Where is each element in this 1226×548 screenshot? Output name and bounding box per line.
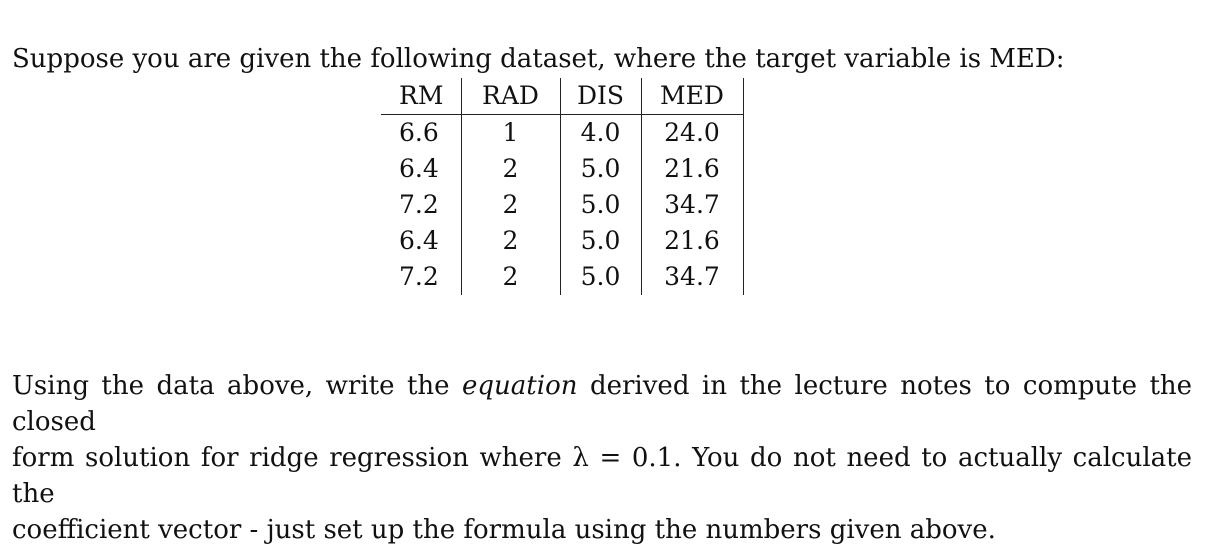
table-header [381,78,743,115]
header-rm: RM [381,78,461,115]
cell-med: 21.6 [641,151,743,187]
cell-med: 21.6 [641,223,743,259]
table-row [381,115,743,152]
dataset-table-container [381,78,744,295]
cell-med: 34.7 [641,259,743,295]
question-line-2: form solution for ridge regression where λ = 0.1. You do not need to actually calculate the [12,443,1192,509]
header-row [381,78,743,115]
cell-med: 24.0 [641,115,743,152]
table-row [381,223,743,259]
cell-rad: 1 [461,115,560,152]
cell-rad: 2 [461,187,560,223]
header-med: MED [641,78,743,115]
intro-text: Suppose you are given the following dataset, where the target variable is MED: [12,44,1065,74]
emphasized-word: equation [462,371,578,401]
cell-rm: 7.2 [381,187,461,223]
cell-rm: 6.6 [381,115,461,152]
cell-dis: 5.0 [560,259,641,295]
table-row [381,187,743,223]
cell-dis: 5.0 [560,187,641,223]
header-rad: RAD [461,78,560,115]
dataset-table [381,78,744,295]
cell-dis: 5.0 [560,151,641,187]
cell-rad: 2 [461,151,560,187]
cell-dis: 4.0 [560,115,641,152]
cell-rm: 6.4 [381,223,461,259]
cell-med: 34.7 [641,187,743,223]
question-line-1-end: derived in the lecture notes to compute the closed [12,371,1193,437]
table-row [381,259,743,295]
question-paragraph [12,368,1192,548]
cell-dis: 5.0 [560,223,641,259]
table-body [381,115,743,296]
header-dis: DIS [560,78,641,115]
table-row [381,151,743,187]
question-line-1-start: Using the data above, write the [12,371,450,401]
cell-rm: 6.4 [381,151,461,187]
cell-rm: 7.2 [381,259,461,295]
cell-rad: 2 [461,223,560,259]
cell-rad: 2 [461,259,560,295]
question-line-3: coefficient vector - just set up the formula using the numbers given above. [12,515,996,545]
question-line-1 [12,368,1192,440]
